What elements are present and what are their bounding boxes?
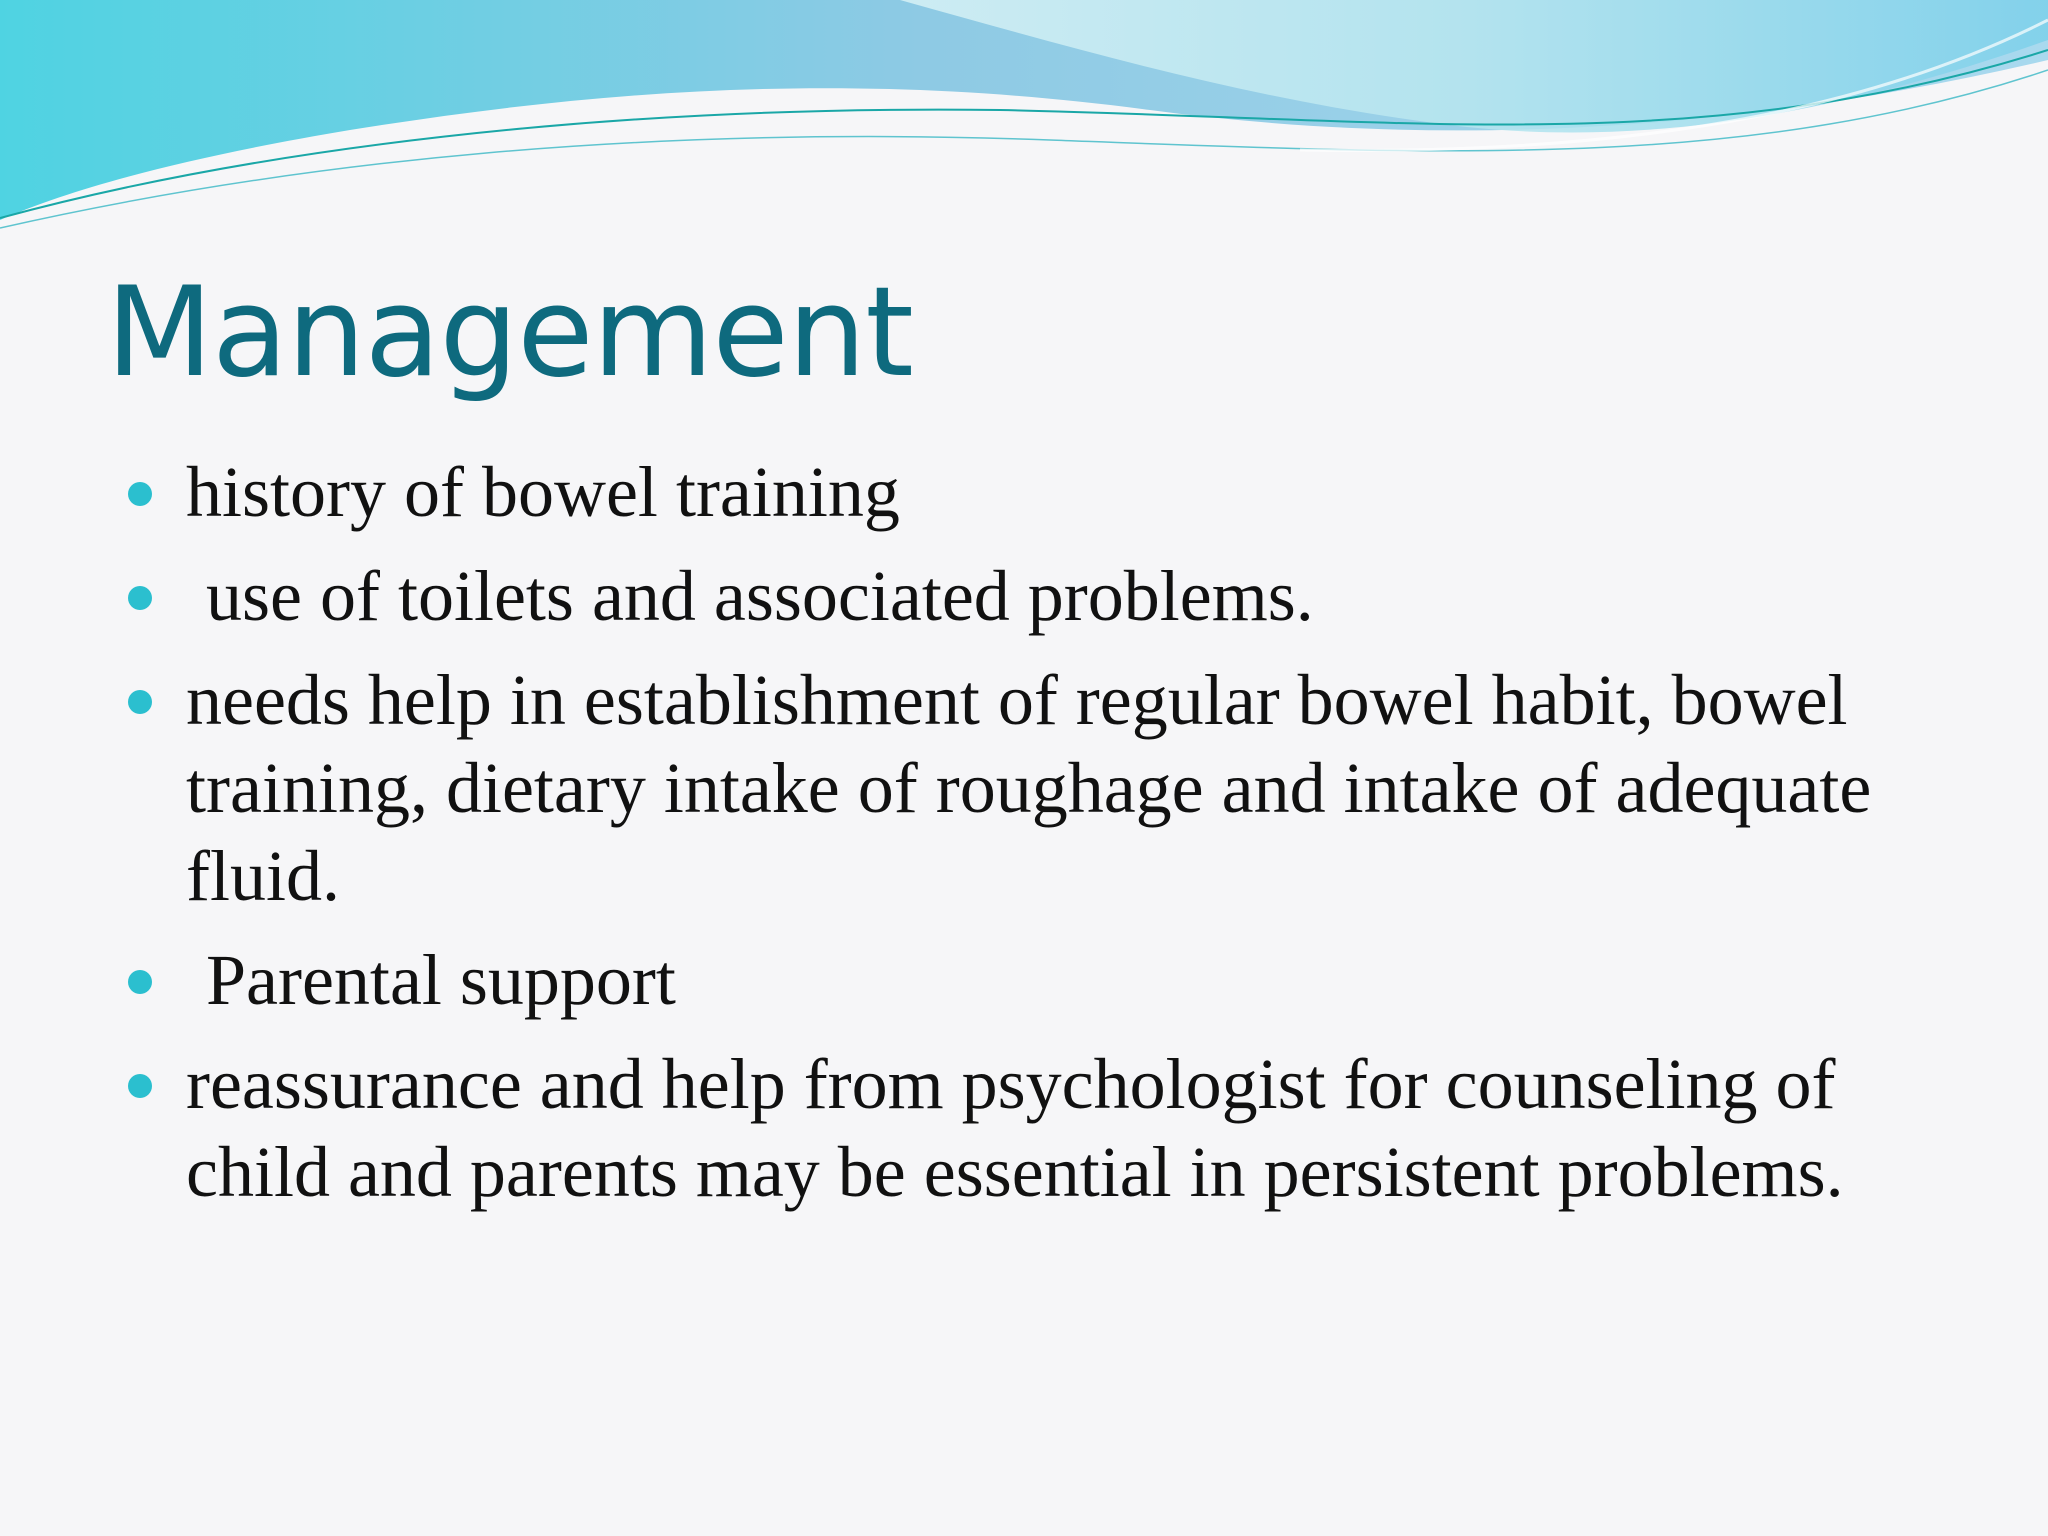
bullet-icon (128, 690, 152, 714)
bullet-icon (128, 586, 152, 610)
bullet-list (128, 448, 1948, 1232)
slide-title: Management (106, 261, 913, 405)
bullet-icon (128, 1074, 152, 1098)
decorative-wave-banner (0, 0, 2048, 240)
bullet-text: needs help in establishment of regular bowel habit, bowel training, dietary intake of roughage and intake of adequate fluid. (186, 660, 1872, 916)
bullet-item-toilet-use (128, 552, 1948, 640)
bullet-icon (128, 970, 152, 994)
bullet-item-bowel-training-history (128, 448, 1948, 536)
bullet-text: reassurance and help from psychologist for counseling of child and parents may be essential in persistent problems. (186, 1044, 1844, 1212)
bullet-icon (128, 482, 152, 506)
bullet-item-psychologist-counseling (128, 1040, 1948, 1216)
bullet-text: Parental support (206, 940, 676, 1020)
bullet-text: use of toilets and associated problems. (206, 556, 1314, 636)
bullet-item-parental-support (128, 936, 1948, 1024)
bullet-text: history of bowel training (186, 452, 900, 532)
bullet-item-bowel-habit-help (128, 656, 1948, 920)
